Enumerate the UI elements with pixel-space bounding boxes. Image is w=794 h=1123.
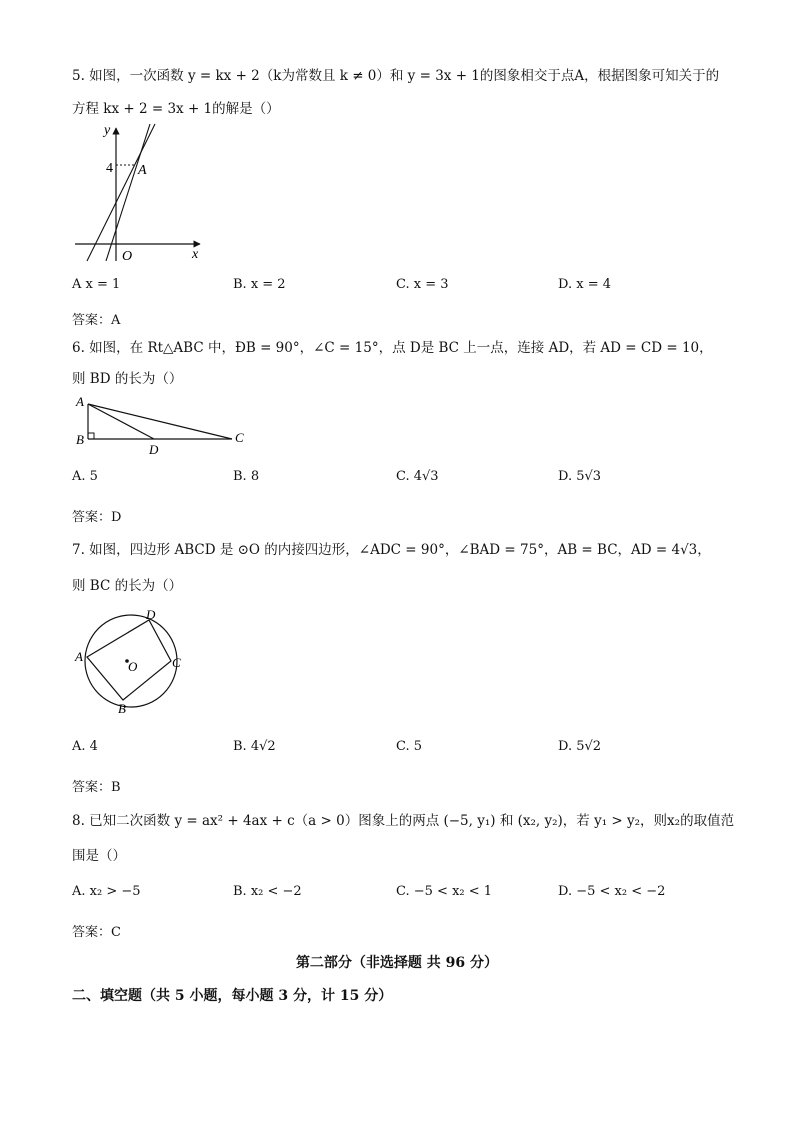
q8-option-a[interactable]: A. x₂ > −5 <box>72 884 141 899</box>
label-C: C <box>172 655 181 670</box>
line-kx-plus-2 <box>87 124 155 261</box>
q8-stem-line2: 围是（） <box>72 848 126 864</box>
q6-option-c[interactable]: C. 4√3 <box>396 469 439 484</box>
label-O: O <box>128 659 138 674</box>
q7-option-d[interactable]: D. 5√2 <box>558 739 602 754</box>
right-angle-mark <box>88 433 94 439</box>
q6-options <box>72 469 732 491</box>
label-y: y <box>104 123 111 138</box>
q7-figure <box>72 606 192 718</box>
label-B: B <box>118 701 126 716</box>
q8-stem-line1: 8. 已知二次函数 y = ax² + 4ax + c（a > 0）图象上的两点 (−5, y₁) 和 (x₂, y₂)，若 y₁ > y₂，则x₂的取值范 <box>72 813 735 829</box>
label-B: B <box>76 432 84 447</box>
label-A: A <box>138 163 147 178</box>
section-subtitle: 二、填空题（共 5 小题，每小题 3 分，计 15 分） <box>72 988 393 1004</box>
label-O: O <box>122 249 133 264</box>
label-4: 4 <box>106 161 113 176</box>
q5-option-a[interactable]: A x = 1 <box>72 277 121 292</box>
q5-stem-line1: 5. 如图，一次函数 y = kx + 2（k为常数且 k ≠ 0）和 y = 3x + 1的图象相交于点A，根据图象可知关于的 <box>72 68 720 84</box>
q8-option-c[interactable]: C. −5 < x₂ < 1 <box>396 884 493 899</box>
label-x: x <box>192 247 199 262</box>
q5-options <box>72 277 732 299</box>
q7-option-a[interactable]: A. 4 <box>72 739 98 754</box>
q8-options <box>72 884 732 906</box>
label-A: A <box>76 394 84 409</box>
q5-figure <box>72 120 212 265</box>
q5-option-d[interactable]: D. x = 4 <box>558 277 611 292</box>
q7-options <box>72 739 732 761</box>
q7-option-c[interactable]: C. 5 <box>396 739 423 754</box>
label-C: C <box>235 430 244 445</box>
line-3x-plus-1 <box>106 124 150 261</box>
q5-option-b[interactable]: B. x = 2 <box>233 277 286 292</box>
q7-stem-line1: 7. 如图，四边形 ABCD 是 ⊙O 的内接四边形，∠ADC = 90°，∠BAD = 75°，AB = BC，AD = 4√3， <box>72 542 711 558</box>
q5-answer: 答案：A <box>72 313 121 328</box>
q6-figure <box>72 392 262 458</box>
q7-option-b[interactable]: B. 4√2 <box>233 739 276 754</box>
q5-option-c[interactable]: C. x = 3 <box>396 277 449 292</box>
q6-answer: 答案：D <box>72 510 122 525</box>
label-A: A <box>75 649 83 664</box>
q5-stem-line2: 方程 kx + 2 = 3x + 1的解是（） <box>72 101 280 117</box>
q7-answer: 答案：B <box>72 780 121 795</box>
q6-option-a[interactable]: A. 5 <box>72 469 98 484</box>
q8-option-b[interactable]: B. x₂ < −2 <box>233 884 302 899</box>
q8-option-d[interactable]: D. −5 < x₂ < −2 <box>558 884 666 899</box>
q6-stem-line2: 则 BD 的长为（） <box>72 371 183 387</box>
q6-option-b[interactable]: B. 8 <box>233 469 260 484</box>
q6-option-d[interactable]: D. 5√3 <box>558 469 602 484</box>
label-D: D <box>149 442 159 457</box>
q6-stem-line1: 6. 如图，在 Rt△ABC 中，ÐB = 90°，∠C = 15°，点 D是 BC 上一点，连接 AD，若 AD = CD = 10， <box>72 340 713 356</box>
label-D: D <box>146 607 156 622</box>
section-title: 第二部分（非选择题 共 96 分） <box>295 955 499 971</box>
q8-answer: 答案：C <box>72 925 121 940</box>
segment-AD <box>88 404 154 439</box>
side-AC <box>88 404 232 439</box>
q7-stem-line2: 则 BC 的长为（） <box>72 578 183 594</box>
